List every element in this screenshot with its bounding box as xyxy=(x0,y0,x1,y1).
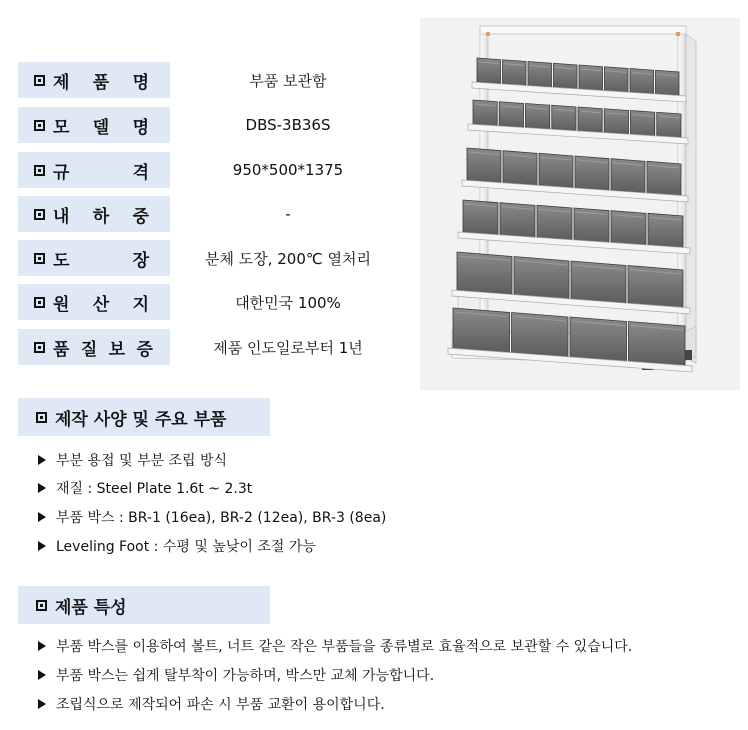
section-header-specs xyxy=(18,398,270,436)
spec-label-char: 보 xyxy=(108,339,126,360)
storage-bin xyxy=(453,308,510,355)
spec-value: DBS-3B36S xyxy=(245,116,331,134)
spec-label-char: 산 xyxy=(92,294,110,315)
spec-label-char: 하 xyxy=(92,206,110,227)
square-bullet-icon xyxy=(34,75,45,86)
list-item xyxy=(38,478,252,498)
spec-label-char: 품 xyxy=(92,72,110,93)
spec-row-warranty xyxy=(18,329,418,365)
spec-row-origin xyxy=(18,284,418,320)
spec-label-char: 내 xyxy=(53,206,70,227)
list-item xyxy=(38,450,227,470)
triangle-bullet-icon xyxy=(38,541,46,551)
spec-label xyxy=(18,62,170,98)
spec-label-char: 원 xyxy=(53,294,70,315)
triangle-bullet-icon xyxy=(38,641,46,651)
square-bullet-icon xyxy=(34,209,45,220)
list-item xyxy=(38,665,434,685)
spec-value: 부품 보관함 xyxy=(249,71,327,90)
list-item-text: 조립식으로 제작되어 파손 시 부품 교환이 용이합니다. xyxy=(56,697,385,713)
storage-bin xyxy=(570,317,627,364)
spec-label-char: 규 xyxy=(53,162,70,183)
list-item-text: 부품 박스 : BR-1 (16ea), BR-2 (12ea), BR-3 (8ea) xyxy=(56,510,387,526)
spec-row-coating xyxy=(18,240,418,276)
triangle-bullet-icon xyxy=(38,512,46,522)
square-bullet-icon xyxy=(34,342,45,353)
spec-label-char: 명 xyxy=(132,117,149,138)
storage-bin xyxy=(629,322,686,369)
section-title: 제품 특성 xyxy=(55,597,127,618)
spec-label xyxy=(18,152,170,188)
list-item xyxy=(38,536,316,556)
list-item-text: 재질 : Steel Plate 1.6t ~ 2.3t xyxy=(56,481,253,497)
spec-row-load-capacity xyxy=(18,196,418,232)
spec-label xyxy=(18,196,170,232)
list-item xyxy=(38,636,632,656)
spec-label-char: 질 xyxy=(80,339,98,360)
triangle-bullet-icon xyxy=(38,455,46,465)
spec-label-char: 제 xyxy=(53,72,70,93)
list-item xyxy=(38,694,385,714)
spec-label-char: 증 xyxy=(136,339,153,360)
product-image xyxy=(420,18,740,390)
spec-label-char: 명 xyxy=(132,72,149,93)
spec-label-char: 모 xyxy=(53,117,70,138)
list-item xyxy=(38,507,386,527)
list-item-text: 부품 박스를 이용하여 볼트, 너트 같은 작은 부품들을 종류별로 효율적으로 보관할 수 있습니다. xyxy=(56,639,633,655)
spec-label xyxy=(18,329,170,365)
list-item-text: 부분 용접 및 부분 조립 방식 xyxy=(56,453,228,469)
square-bullet-icon xyxy=(34,165,45,176)
parts-storage-rack-image xyxy=(420,18,740,390)
square-bullet-icon xyxy=(34,297,45,308)
spec-label-char: 장 xyxy=(132,250,149,271)
square-bullet-icon xyxy=(36,600,47,611)
spec-value: 제품 인도일로부터 1년 xyxy=(213,338,363,357)
triangle-bullet-icon xyxy=(38,699,46,709)
spec-label-char: 품 xyxy=(53,339,70,360)
spec-label xyxy=(18,240,170,276)
list-item-text: 부품 박스는 쉽게 탈부착이 가능하며, 박스만 교체 가능합니다. xyxy=(56,668,435,684)
spec-label-char: 지 xyxy=(132,294,149,315)
section-header-features xyxy=(18,586,270,624)
spec-value: 대한민국 100% xyxy=(235,293,341,312)
section-title: 제작 사양 및 주요 부품 xyxy=(55,409,227,430)
spec-label-char: 도 xyxy=(53,250,70,271)
spec-label xyxy=(18,284,170,320)
square-bullet-icon xyxy=(36,412,47,423)
square-bullet-icon xyxy=(34,120,45,131)
spec-value: - xyxy=(285,205,291,223)
triangle-bullet-icon xyxy=(38,483,46,493)
spec-label-char: 격 xyxy=(132,162,149,183)
spec-label-char: 델 xyxy=(92,117,110,138)
spec-row-model-name xyxy=(18,107,418,143)
spec-row-product-name xyxy=(18,62,418,98)
spec-label-char: 중 xyxy=(132,206,149,227)
spec-value: 950*500*1375 xyxy=(232,161,344,179)
square-bullet-icon xyxy=(34,253,45,264)
spec-row-dimensions xyxy=(18,152,418,188)
list-item-text: Leveling Foot : 수평 및 높낮이 조절 가능 xyxy=(56,539,316,555)
triangle-bullet-icon xyxy=(38,670,46,680)
storage-bin xyxy=(512,313,569,360)
spec-label xyxy=(18,107,170,143)
spec-value: 분체 도장, 200℃ 열처리 xyxy=(205,249,371,268)
